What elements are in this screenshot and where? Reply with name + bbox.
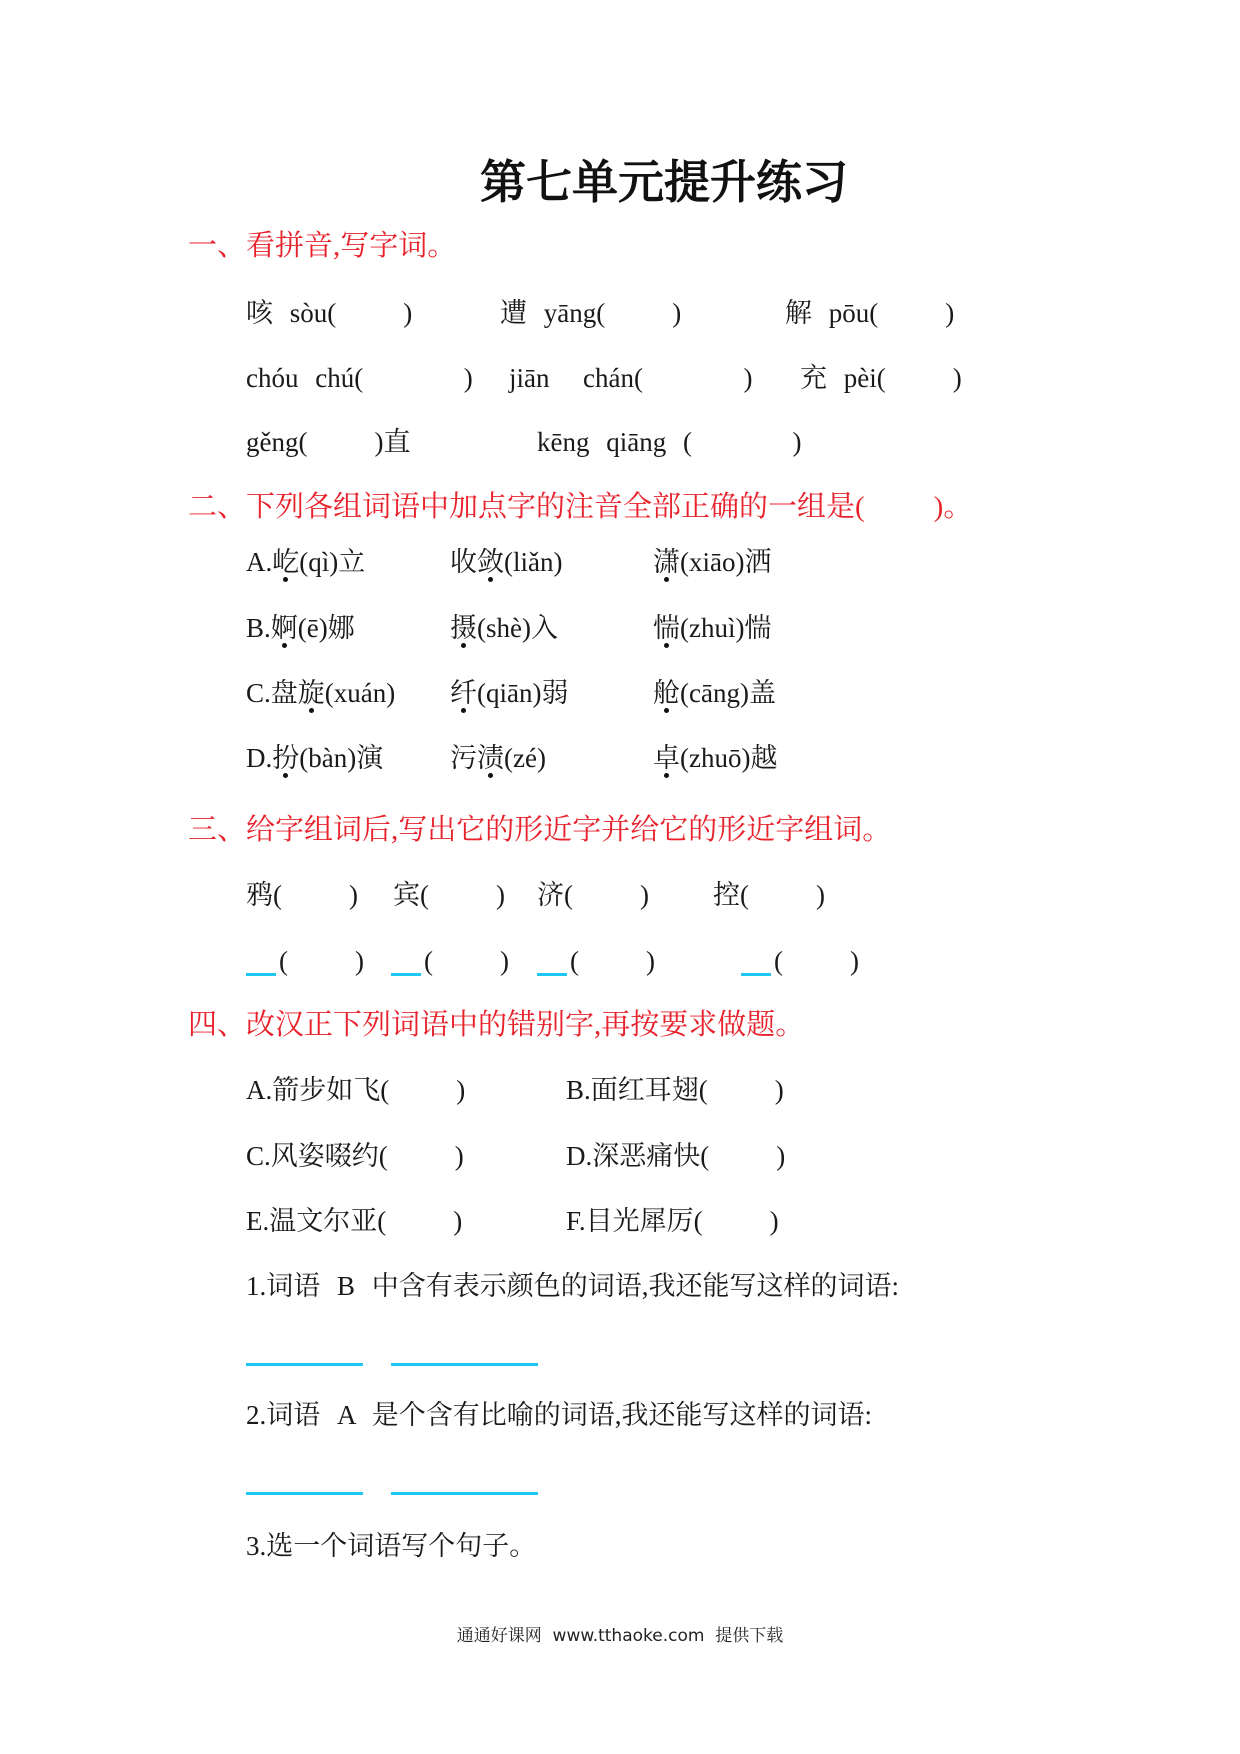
section3-row-chars [0, 875, 1240, 915]
similar-paren: ( ) [424, 946, 509, 976]
question-2: 2.词语 A 是个含有比喻的词语,我还能写这样的词语: [246, 1400, 873, 1430]
blank-underline [741, 945, 771, 976]
correction-item: C.风姿啜约( ) [246, 1141, 464, 1171]
section4-heading: 四、改汉正下列词语中的错别字,再按要求做题。 [188, 1009, 805, 1041]
option-label: A. [246, 547, 273, 577]
similar-char-item [537, 941, 655, 981]
similar-char-item [741, 941, 859, 981]
word-prefix: 收 [450, 547, 477, 577]
section2-heading: 二、下列各组词语中加点字的注音全部正确的一组是( )。 [188, 491, 973, 523]
similar-paren: ( ) [774, 946, 859, 976]
section1-row [0, 422, 1240, 462]
dotted-char: 扮 [272, 738, 299, 778]
dotted-char: 敛 [477, 542, 504, 582]
section3-row-similar [0, 941, 1240, 981]
dotted-char: 潇 [653, 542, 680, 582]
correction-item: D.深恶痛快( ) [566, 1141, 786, 1171]
option-label: C. [246, 678, 271, 708]
pinyin-item: chóu chú( ) [246, 363, 473, 393]
question-row [0, 1395, 1240, 1435]
option-row-d [0, 738, 1240, 778]
blank-underline [246, 945, 276, 976]
pinyin-item: 遭 yāng( ) [500, 298, 682, 328]
dotted-char: 纤 [450, 673, 477, 713]
section3-heading: 三、给字组词后,写出它的形近字并给它的形近字组词。 [188, 814, 892, 846]
pinyin-item: 解 pōu( ) [785, 298, 955, 328]
option-word [450, 738, 546, 778]
similar-char-item [391, 941, 509, 981]
pinyin-item: 充 pèi( ) [800, 363, 962, 393]
similar-paren: ( ) [570, 946, 655, 976]
question-row [0, 1526, 1240, 1566]
blank-underline [391, 945, 421, 976]
word-pinyin: (xiāo)洒 [680, 547, 772, 577]
word-pinyin: (zhuō)越 [680, 743, 778, 773]
option-row-a [0, 542, 1240, 582]
answer-line [391, 1492, 538, 1495]
option-word [246, 673, 395, 713]
dotted-char: 旋 [298, 673, 325, 713]
similar-paren: ( ) [279, 946, 364, 976]
answer-line [246, 1363, 363, 1366]
char-item: 鸦( ) [246, 880, 358, 910]
option-word [450, 542, 562, 582]
word-pinyin: (cāng)盖 [680, 678, 776, 708]
option-word [246, 608, 355, 648]
word-pinyin: (ē)娜 [297, 613, 355, 643]
footer-credit: 通通好课网 www.tthaoke.com 提供下载 [456, 1626, 784, 1646]
char-item: 济( ) [537, 880, 649, 910]
question-1: 1.词语 B 中含有表示颜色的词语,我还能写这样的词语: [246, 1271, 900, 1301]
pinyin-item: 咳 sòu( ) [246, 298, 413, 328]
dotted-char: 卓 [653, 738, 680, 778]
page-title: 第七单元提升练习 [480, 155, 848, 209]
word-pinyin: (zhuì)惴 [680, 613, 772, 643]
dotted-char: 舱 [653, 673, 680, 713]
pinyin-item: kēng qiāng ( ) [537, 427, 802, 457]
section4-row [0, 1201, 1240, 1241]
option-row-b [0, 608, 1240, 648]
blank-underline [537, 945, 567, 976]
option-row-c [0, 673, 1240, 713]
option-word [246, 542, 365, 582]
word-prefix: 盘 [270, 678, 298, 708]
word-pinyin: (zé) [504, 743, 546, 773]
dotted-char: 婀 [271, 608, 298, 648]
section4-row [0, 1070, 1240, 1110]
pinyin-item: gěng( )直 [246, 427, 411, 457]
correction-item: E.温文尔亚( ) [246, 1206, 463, 1236]
question-3: 3.选一个词语写个句子。 [246, 1531, 537, 1561]
word-prefix: 污 [450, 743, 477, 773]
answer-line [246, 1492, 363, 1495]
word-pinyin: (shè)入 [477, 613, 558, 643]
dotted-char: 摄 [450, 608, 477, 648]
dotted-char: 惴 [653, 608, 680, 648]
option-word [653, 673, 776, 713]
section4-row [0, 1136, 1240, 1176]
word-pinyin: (xuán) [324, 678, 396, 708]
word-pinyin: (bàn)演 [299, 743, 384, 773]
correction-item: B.面红耳翅( ) [566, 1075, 784, 1105]
option-label: B. [246, 613, 271, 643]
dotted-char: 屹 [272, 542, 299, 582]
option-word [450, 608, 558, 648]
word-pinyin: (liǎn) [504, 547, 563, 577]
answer-line [391, 1363, 538, 1366]
option-word [653, 738, 777, 778]
option-word [653, 542, 771, 582]
word-pinyin: (qì)立 [299, 547, 366, 577]
char-item: 宾( ) [393, 880, 505, 910]
dotted-char: 渍 [477, 738, 504, 778]
option-word [246, 738, 383, 778]
question-row [0, 1266, 1240, 1306]
correction-item: F.目光犀厉( ) [566, 1206, 779, 1236]
section1-row [0, 358, 1240, 398]
word-pinyin: (qiān)弱 [477, 678, 569, 708]
pinyin-item: jiān chán( ) [509, 363, 753, 393]
section1-heading: 一、看拼音,写字词。 [188, 230, 457, 262]
option-label: D. [246, 743, 273, 773]
option-word [653, 608, 771, 648]
section1-row [0, 293, 1240, 333]
correction-item: A.箭步如飞( ) [246, 1075, 466, 1105]
similar-char-item [246, 941, 364, 981]
char-item: 控( ) [713, 880, 825, 910]
option-word [450, 673, 568, 713]
